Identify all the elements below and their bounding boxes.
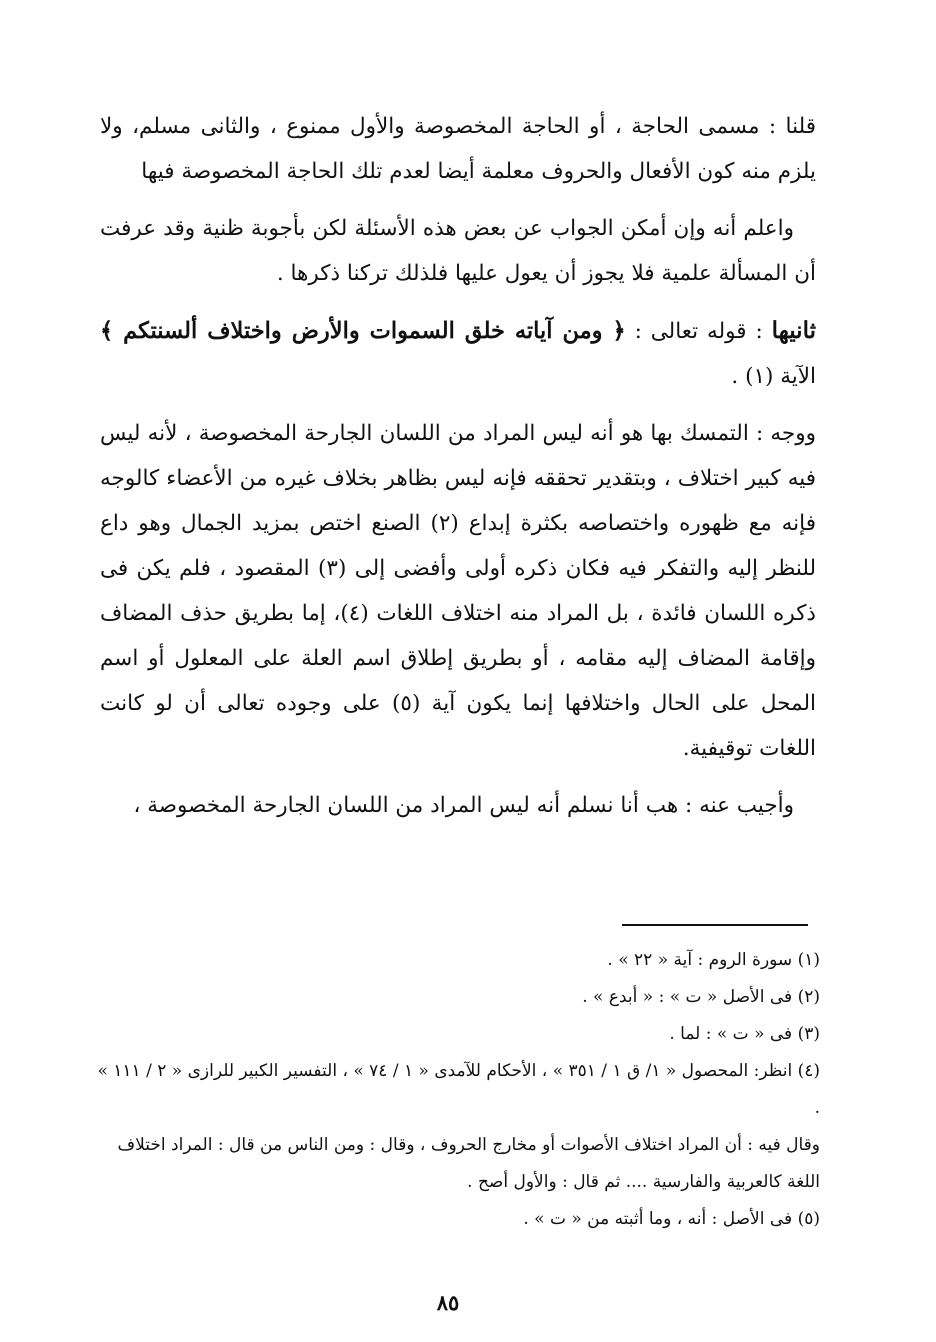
footnote-3: (٣) فى « ت » : لما .	[669, 1024, 820, 1044]
paragraph-reply: وأجيب عنه : هب أنا نسلم أنه ليس المراد من اللسان الجارحة المخصوصة ،	[133, 793, 794, 818]
page-number: ٨٥	[436, 1290, 460, 1315]
footnote-4: (٤) انظر: المحصول « ١/ ق ١ / ٣٥١ » ، الأحكام للآمدى « ١ / ٧٤ » ، التفسير الكبير للرازى « ٢ / ١١١ » .	[97, 1061, 820, 1118]
paragraph-text: : قوله تعالى :	[625, 319, 772, 344]
footnotes	[92, 942, 820, 1238]
paragraph-response: قلنا : مسمى الحاجة ، أو الحاجة المخصوصة والأول ممنوع ، والثانى مسلم، ولا يلزم منه كون الأفعال والحروف معلمة أيضا لعدم تلك الحاجة المخصوصة فيها	[100, 114, 816, 184]
footnote-1: (١) سورة الروم : آية « ٢٢ » .	[607, 950, 820, 970]
section-lead: ثانيها	[771, 317, 816, 344]
paragraph-tail: الآية (١) .	[731, 364, 816, 389]
paragraph-note: واعلم أنه وإن أمكن الجواب عن بعض هذه الأسئلة لكن بأجوبة ظنية وقد عرفت أن المسألة علمية فلا يجوز أن يعول عليها فلذلك تركنا ذكرها .	[100, 216, 816, 286]
footnote-divider	[622, 924, 808, 926]
paragraph-second-argument	[100, 308, 816, 399]
quran-verse: ﴿ ومن آياته خلق السموات والأرض واختلاف ألسنتكم ﴾	[100, 318, 626, 344]
main-text	[100, 104, 816, 840]
footnote-2: (٢) فى الأصل « ت » : « أبدع » .	[582, 987, 820, 1007]
footnote-4-continuation: وقال فيه : أن المراد اختلاف الأصوات أو مخارج الحروف ، وقال : ومن الناس من قال : المراد اختلاف اللغة كالعربية والفارسية .... ثم قال : والأول أصح .	[117, 1135, 820, 1192]
footnote-5: (٥) فى الأصل : أنه ، وما أثبته من « ت » .	[523, 1209, 820, 1229]
paragraph-argument-explanation: ووجه : التمسك بها هو أنه ليس المراد من اللسان الجارحة المخصوصة ، لأنه ليس فيه كبير اختلاف ، وبتقدير تحققه فإنه ليس بظاهر بخلاف غيره من الأعضاء كالوجه فإنه مع ظهوره واختصاصه بكثرة إبداع (٢) الصنع اختص بمزيد الجمال وهو داع للنظر إليه والتفكر فيه فكان ذكره أولى وأفضى إلى (٣) المقصود ، فلم يكن فى ذكره اللسان فائدة ، بل المراد منه اختلاف اللغات (٤)، إما بطريق حذف المضاف وإقامة المضاف إليه مقامه ، أو بطريق إطلاق اسم العلة على المعلول أو اسم المحل على الحال واختلافها إنما يكون آية (٥) على وجوده تعالى أن لو كانت اللغات توقيفية.	[100, 421, 817, 761]
